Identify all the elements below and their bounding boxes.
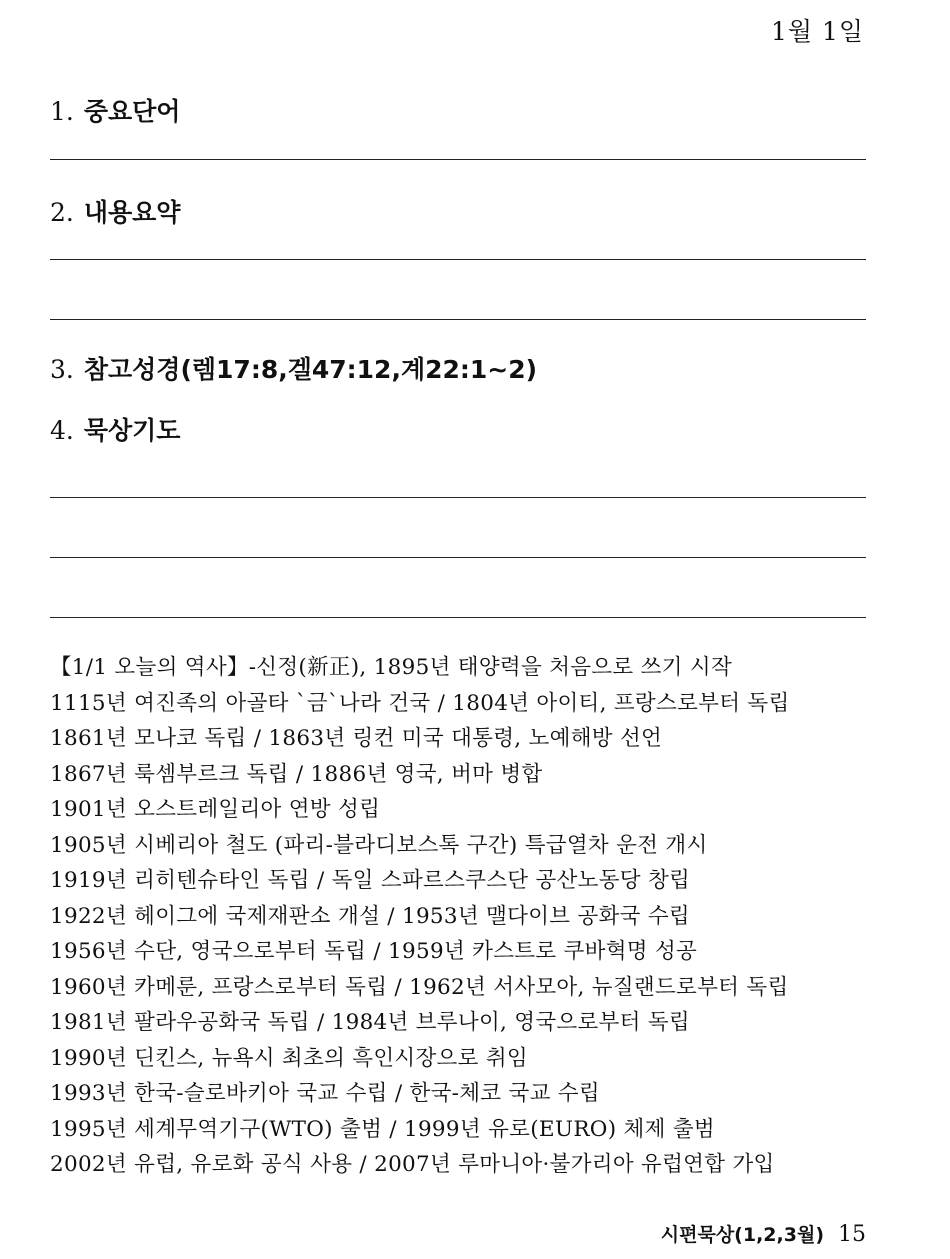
history-line: 1995년 세계무역기구(WTO) 출범 / 1999년 유로(EURO) 체제 출범: [50, 1116, 715, 1142]
section-title: 참고성경(렘17:8,겔47:12,계22:1~2): [83, 355, 538, 384]
section-heading-prayer: [50, 411, 180, 447]
history-line: 1919년 리히텐슈타인 독립 / 독일 스파르스쿠스단 공산노동당 창립: [50, 868, 691, 893]
history-line: 1861년 모나코 독립 / 1863년 링컨 미국 대통령, 노예해방 선언: [50, 726, 663, 751]
history-line: 1990년 딘킨스, 뉴욕시 최초의 흑인시장으로 취임: [50, 1045, 528, 1071]
today-in-history: [50, 650, 910, 1183]
history-line: 1981년 팔라우공화국 독립 / 1984년 브루나이, 영국으로부터 독립: [50, 1010, 690, 1035]
page-number: 15: [838, 1222, 866, 1247]
book-title: 시편묵상(1,2,3월): [660, 1224, 824, 1246]
writing-line[interactable]: [50, 557, 866, 558]
history-line: 1960년 카메룬, 프랑스로부터 독립 / 1962년 서사모아, 뉴질랜드로부터 독립: [50, 974, 789, 1000]
history-line: 1956년 수단, 영국으로부터 독립 / 1959년 카스트로 쿠바혁명 성공: [50, 939, 698, 964]
section-number: 3.: [50, 355, 74, 384]
history-line: 1867년 룩셈부르크 독립 / 1886년 영국, 버마 병합: [50, 761, 543, 787]
history-line: 1901년 오스트레일리아 연방 성립: [50, 797, 381, 822]
section-title: 내용요약: [83, 198, 181, 227]
writing-line[interactable]: [50, 617, 866, 618]
section-number: 1.: [50, 97, 74, 126]
page-footer: [661, 1220, 866, 1247]
history-line: 2002년 유럽, 유로화 공식 사용 / 2007년 루마니아·불가리아 유럽연합 가입: [50, 1152, 775, 1177]
section-number: 4.: [50, 416, 74, 445]
history-line: 1993년 한국-슬로바키아 국교 수립 / 한국-체코 국교 수립: [50, 1081, 600, 1106]
section-title: 중요단어: [83, 97, 181, 126]
section-heading-summary: [50, 193, 180, 229]
writing-line[interactable]: [50, 497, 866, 498]
writing-line[interactable]: [50, 259, 866, 260]
section-title: 묵상기도: [83, 416, 181, 445]
section-heading-reference: [50, 350, 537, 386]
section-number: 2.: [50, 198, 74, 227]
writing-line[interactable]: [50, 319, 866, 320]
page-date: 1월 1일: [770, 17, 864, 46]
writing-line[interactable]: [50, 159, 866, 160]
history-line: 1922년 헤이그에 국제재판소 개설 / 1953년 맬다이브 공화국 수립: [50, 903, 690, 929]
history-line: 1905년 시베리아 철도 (파리-블라디보스톡 구간) 특급열차 운전 개시: [50, 832, 708, 858]
section-heading-keywords: [50, 92, 180, 128]
history-line: 1115년 여진족의 아골타 `금`나라 건국 / 1804년 아이티, 프랑스로부터 독립: [50, 690, 790, 716]
history-line: 【1/1 오늘의 역사】-신정(新正), 1895년 태양력을 처음으로 쓰기 시작: [50, 655, 733, 680]
